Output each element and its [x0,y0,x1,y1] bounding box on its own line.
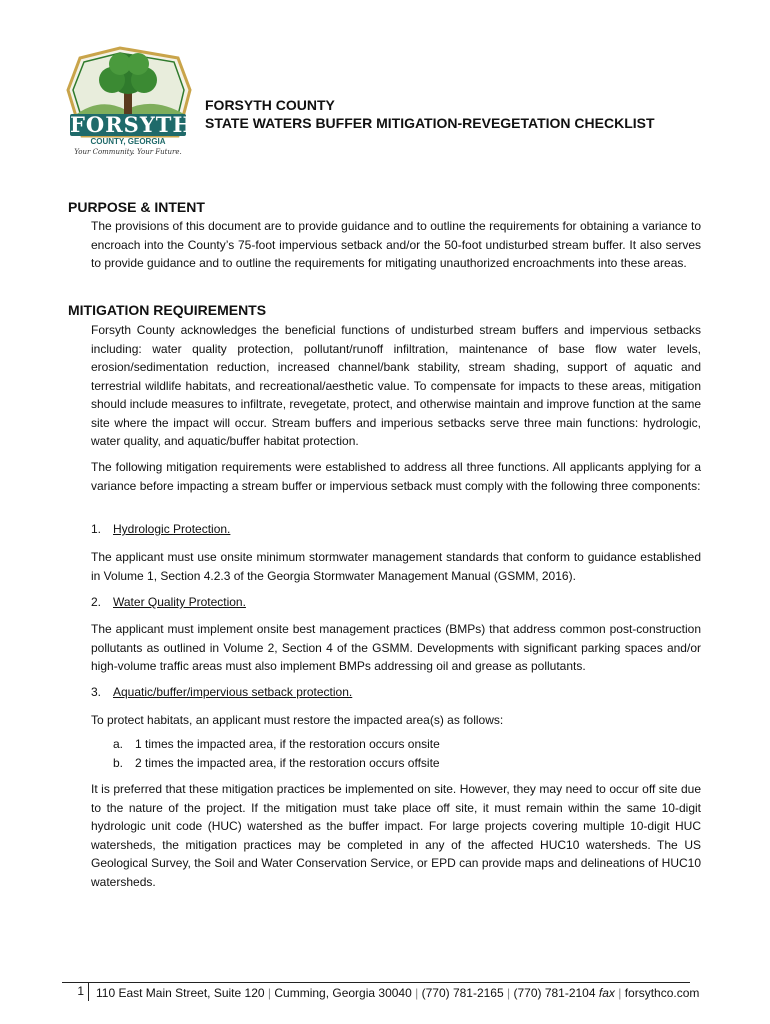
logo-tagline: Your Community. Your Future. [74,148,182,156]
list-item-title: Aquatic/buffer/impervious setback protection. [113,685,353,699]
footer-fax-number: (770) 781-2104 [513,986,596,1000]
footer-separator: | [618,986,622,1000]
footer-contact [96,986,699,1000]
logo-subtitle: COUNTY, GEORGIA [90,137,166,146]
list-item-aquatic [91,685,352,699]
title-line-checklist: STATE WATERS BUFFER MITIGATION-REVEGETATION CHECKLIST [205,115,655,131]
sub-item-letter: b. [113,756,124,770]
mitigation-applicants: The following mitigation requirements were established to address all three functions. All applicants applying for a variance before impacting a stream buffer or impervious setback must comply with the following three components: [91,460,701,493]
list-item-hydrologic [91,522,230,536]
logo-name: FORSYTH [70,112,194,137]
list-number: 2. [91,595,102,609]
document-title [205,96,655,132]
sub-item-onsite [113,737,440,751]
page-number-divider [88,983,89,1001]
list-item-water-quality [91,595,246,609]
footer-phone: (770) 781-2165 [421,986,504,1000]
footer-fax-label: fax [598,986,615,1000]
footer-separator: | [267,986,272,1000]
footer-divider [62,982,690,983]
footer-city: Cumming, Georgia 30040 [274,986,412,1000]
aquatic-text: To protect habitats, an applicant must restore the impacted area(s) as follows: [91,713,504,727]
mitigation-intro: Forsyth County acknowledges the beneficial functions of undisturbed stream buffers and impervious setbacks including: water quality protection, pollutant/runoff infiltration, maintenance of base flow water levels, erosion/sedimentation reduction, increased channel/bank stability, stream shading, support of aquatic and terrestrial wildlife habitats, and recreational/aesthetic value. To compensate for impacts to these areas, mitigation should include measures to infiltrate, revegetate, protect, and otherwise maintain and improve function at the same site where the impact will occur. Stream buffers and imperious setbacks serve three main functions: hydrologic, water quality, and aquatic/buffer habitat protection. [91,323,701,448]
mitigation-closing: It is preferred that these mitigation practices be implemented on site. However, they may need to occur off site due to the nature of the project. If the mitigation must take place off site, it must remain within the same 10-digit hydrologic unit code (HUC) watershed as the buffer impact. For large projects covering multiple 10-digit HUC watersheds, the mitigation practices may be completed in any of the affected HUC10 watersheds. The US Geological Survey, the Soil and Water Conservation Service, or EPD can provide maps and delineations of HUC10 watersheds. [91,782,701,889]
mitigation-heading: MITIGATION REQUIREMENTS [68,302,267,318]
sub-item-letter: a. [113,737,124,751]
page-number: 1 [77,984,84,998]
purpose-text: The provisions of this document are to provide guidance and to outline the requirements for obtaining a variance to encroach into the County’s 75-foot impervious setback and/or the 50-foot undisturbed stream buffer. It also serves to provide guidance and to outline the requirements for mitigating unauthorized encroachments into these areas. [91,219,701,270]
list-item-title: Water Quality Protection. [113,595,246,609]
title-line-county: FORSYTH COUNTY [205,97,335,113]
footer-separator: | [415,986,419,1000]
county-logo [60,44,196,160]
footer-website-link[interactable]: forsythco.com [624,986,700,1000]
list-item-title: Hydrologic Protection. [113,522,231,536]
list-number: 1. [91,522,102,536]
water-quality-text: The applicant must implement onsite best management practices (BMPs) that address common post-construction pollutants as outlined in Volume 2, Section 4 of the GSMM. Developments with significant parking spaces and/or high-volume traffic areas must also implement BMPs addressing oil and grease as pollutants. [91,622,701,673]
hydrologic-text: The applicant must use onsite minimum stormwater management standards that conform to guidance established in Volume 1, Section 4.2.3 of the Georgia Stormwater Management Manual (GSMM, 2016). [91,550,701,583]
list-number: 3. [91,685,102,699]
sub-item-text: 1 times the impacted area, if the restoration occurs onsite [135,737,440,751]
footer-address: 110 East Main Street, Suite 120 [96,986,265,1000]
footer-separator: | [507,986,511,1000]
sub-item-offsite [113,756,440,770]
purpose-heading: PURPOSE & INTENT [68,199,205,215]
sub-item-text: 2 times the impacted area, if the restoration occurs offsite [135,756,440,770]
